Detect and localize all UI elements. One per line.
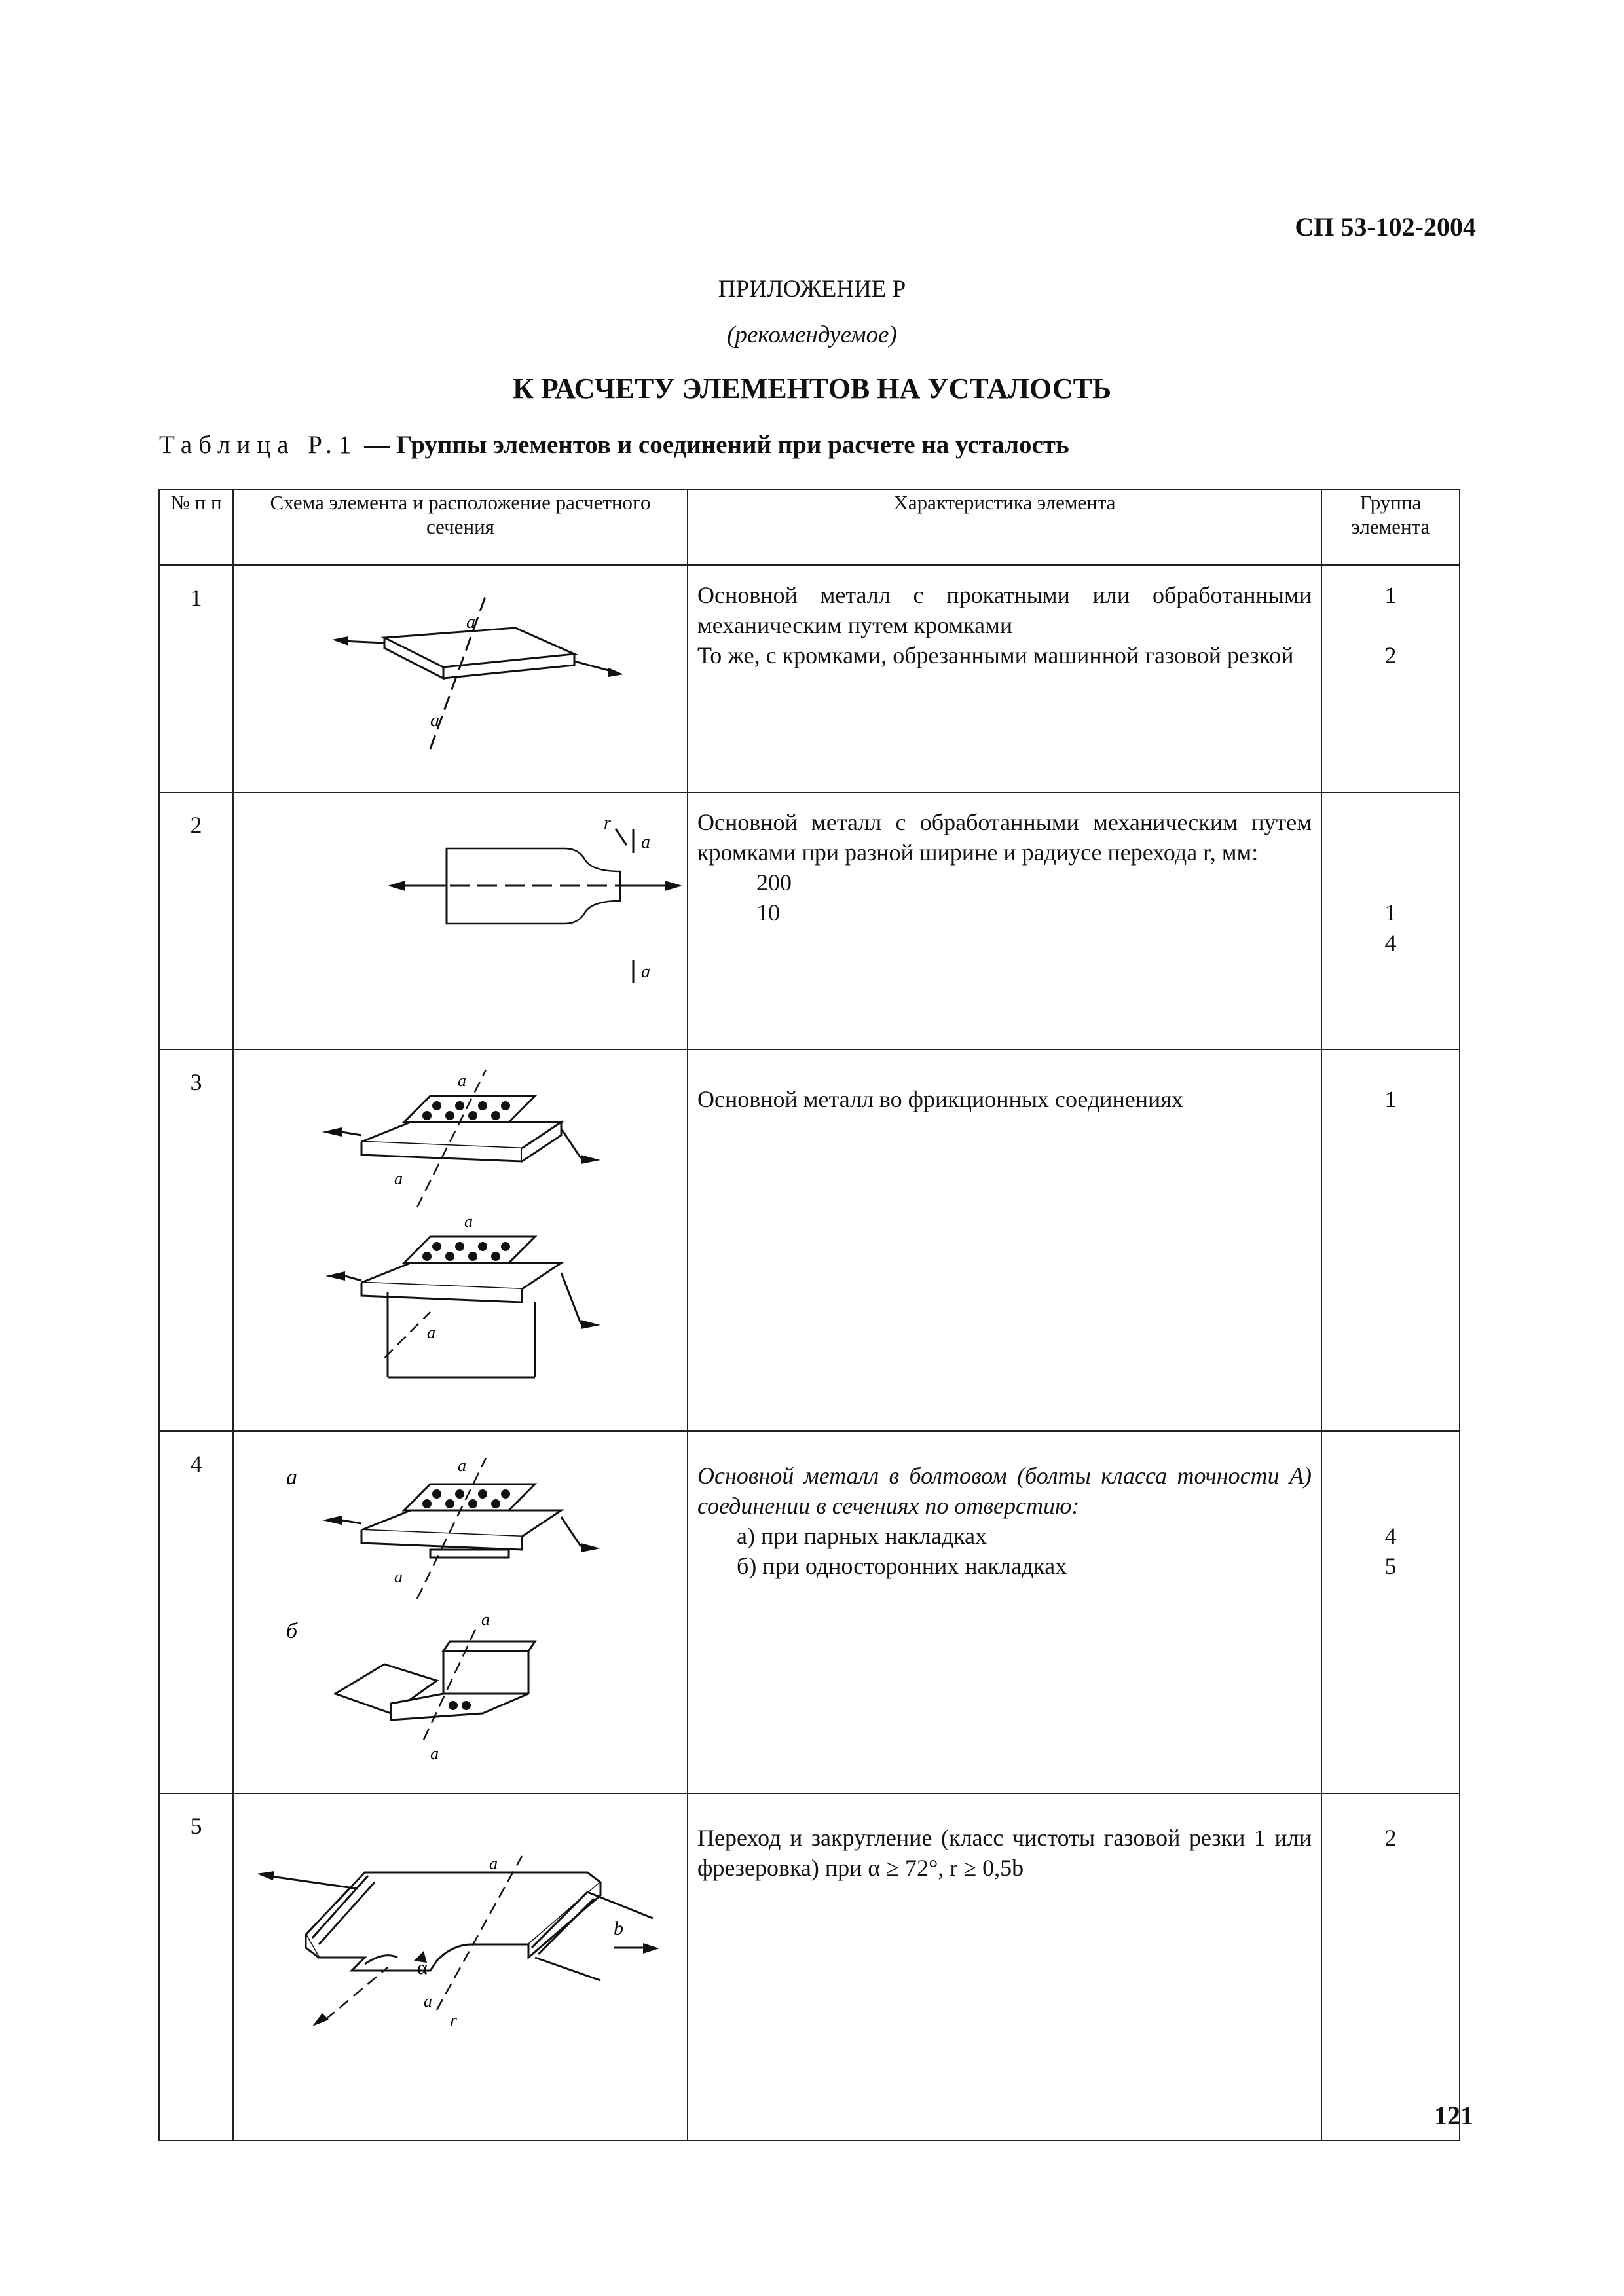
characteristic-text: Основной металл с обработанными механическим путем кромками при разной ширине и радиусе перехода r, мм: xyxy=(697,809,1312,866)
annex-subtitle: (рекомендуемое) xyxy=(727,321,897,348)
variant-label: а xyxy=(286,1465,297,1489)
table-row xyxy=(159,565,1460,792)
group-value: 2 xyxy=(1384,1825,1397,1851)
angle-label: α xyxy=(417,1957,428,1978)
row-number: 4 xyxy=(159,1431,233,1793)
characteristic-cell xyxy=(688,1049,1321,1431)
characteristic-cell xyxy=(688,1431,1321,1793)
section-label: а xyxy=(481,1610,490,1629)
bolted-joint-sketch xyxy=(234,1432,686,1789)
table-caption xyxy=(159,430,1069,460)
section-label: а xyxy=(430,710,439,731)
section-label: а xyxy=(430,1744,439,1763)
radius-label: r xyxy=(450,2011,457,2031)
group-value: 1 xyxy=(1384,900,1397,926)
radius-value: 200 xyxy=(756,869,792,896)
characteristic-cell xyxy=(688,792,1321,1049)
variant-label: б xyxy=(286,1619,298,1643)
group-cell xyxy=(1321,1049,1460,1431)
group-cell xyxy=(1321,1793,1460,2140)
table-row xyxy=(159,1793,1460,2140)
characteristic-text: Основной металл во фрикционных соединениях xyxy=(697,1086,1183,1112)
transition-sketch xyxy=(234,1794,686,2134)
scheme-cell xyxy=(233,1049,688,1431)
header-character: Характеристика элемента xyxy=(688,490,1321,565)
characteristic-text: Основной металл с прокатными или обработанными механическим путем кромками xyxy=(697,582,1312,639)
table-caption-dash: — xyxy=(358,431,396,459)
group-value: 4 xyxy=(1384,930,1397,957)
characteristic-text: Основной металл в болтовом (болты класса точности А) соединении в сечениях по отверстию: xyxy=(697,1463,1312,1520)
header-num: № п п xyxy=(159,490,233,565)
section-label: а xyxy=(394,1567,403,1586)
group-value: 1 xyxy=(1384,582,1397,608)
section-label: а xyxy=(427,1323,435,1342)
group-value: 4 xyxy=(1384,1523,1397,1549)
row-number: 2 xyxy=(159,792,233,1049)
scheme-cell xyxy=(233,1793,688,2140)
section-label: а xyxy=(641,962,650,982)
section-label: а xyxy=(394,1169,403,1188)
fatigue-groups-table xyxy=(158,489,1460,2141)
group-cell xyxy=(1321,565,1460,792)
table-row xyxy=(159,1049,1460,1431)
characteristic-cell xyxy=(688,1793,1321,2140)
characteristic-text: То же, с кромками, обрезанными машинной газовой резкой xyxy=(697,642,1294,669)
section-label: а xyxy=(641,832,650,852)
page-number: 121 xyxy=(1434,2101,1473,2130)
table-caption-prefix: Таблица Р.1 xyxy=(159,431,358,459)
group-value: 2 xyxy=(1384,642,1397,669)
section-label: а xyxy=(458,1071,466,1090)
scheme-cell xyxy=(233,792,688,1049)
group-cell xyxy=(1321,792,1460,1049)
variant-text: б) при односторонних накладках xyxy=(737,1553,1067,1580)
row-number: 5 xyxy=(159,1793,233,2140)
table-caption-text: Группы элементов и соединений при расчете на усталость xyxy=(396,431,1069,459)
annex-title: ПРИЛОЖЕНИЕ Р xyxy=(718,276,906,302)
step-plate-sketch xyxy=(234,793,686,1045)
section-label: а xyxy=(489,1854,498,1873)
header-scheme: Схема элемента и расположение расчетного сечения xyxy=(233,490,688,565)
group-value: 5 xyxy=(1384,1553,1397,1580)
section-label: а xyxy=(424,1992,432,2011)
characteristic-text: Переход и закругление (класс чистоты газовой резки 1 или фрезеровка) при α ≥ 72°, r ≥ 0,5b xyxy=(697,1825,1312,1882)
width-label: b xyxy=(614,1918,623,1939)
table-row xyxy=(159,1431,1460,1793)
section-label: а xyxy=(458,1456,466,1475)
document-code: СП 53-102-2004 xyxy=(1295,212,1476,242)
section-label: а xyxy=(464,1212,473,1231)
row-number: 3 xyxy=(159,1049,233,1431)
section-label: а xyxy=(466,612,475,632)
scheme-cell xyxy=(233,1431,688,1793)
radius-label: r xyxy=(604,813,611,833)
radius-value: 10 xyxy=(756,900,780,926)
scheme-cell xyxy=(233,565,688,792)
variant-text: а) при парных накладках xyxy=(737,1523,987,1550)
annex-heading: К РАСЧЕТУ ЭЛЕМЕНТОВ НА УСТАЛОСТЬ xyxy=(512,373,1112,405)
characteristic-cell xyxy=(688,565,1321,792)
table-header-row xyxy=(159,490,1460,565)
table-row xyxy=(159,792,1460,1049)
group-value: 1 xyxy=(1384,1086,1397,1112)
header-group: Группа элемента xyxy=(1321,490,1460,565)
friction-joint-sketch xyxy=(234,1050,686,1427)
group-cell xyxy=(1321,1431,1460,1793)
row-number: 1 xyxy=(159,565,233,792)
plate-sketch xyxy=(234,566,686,788)
